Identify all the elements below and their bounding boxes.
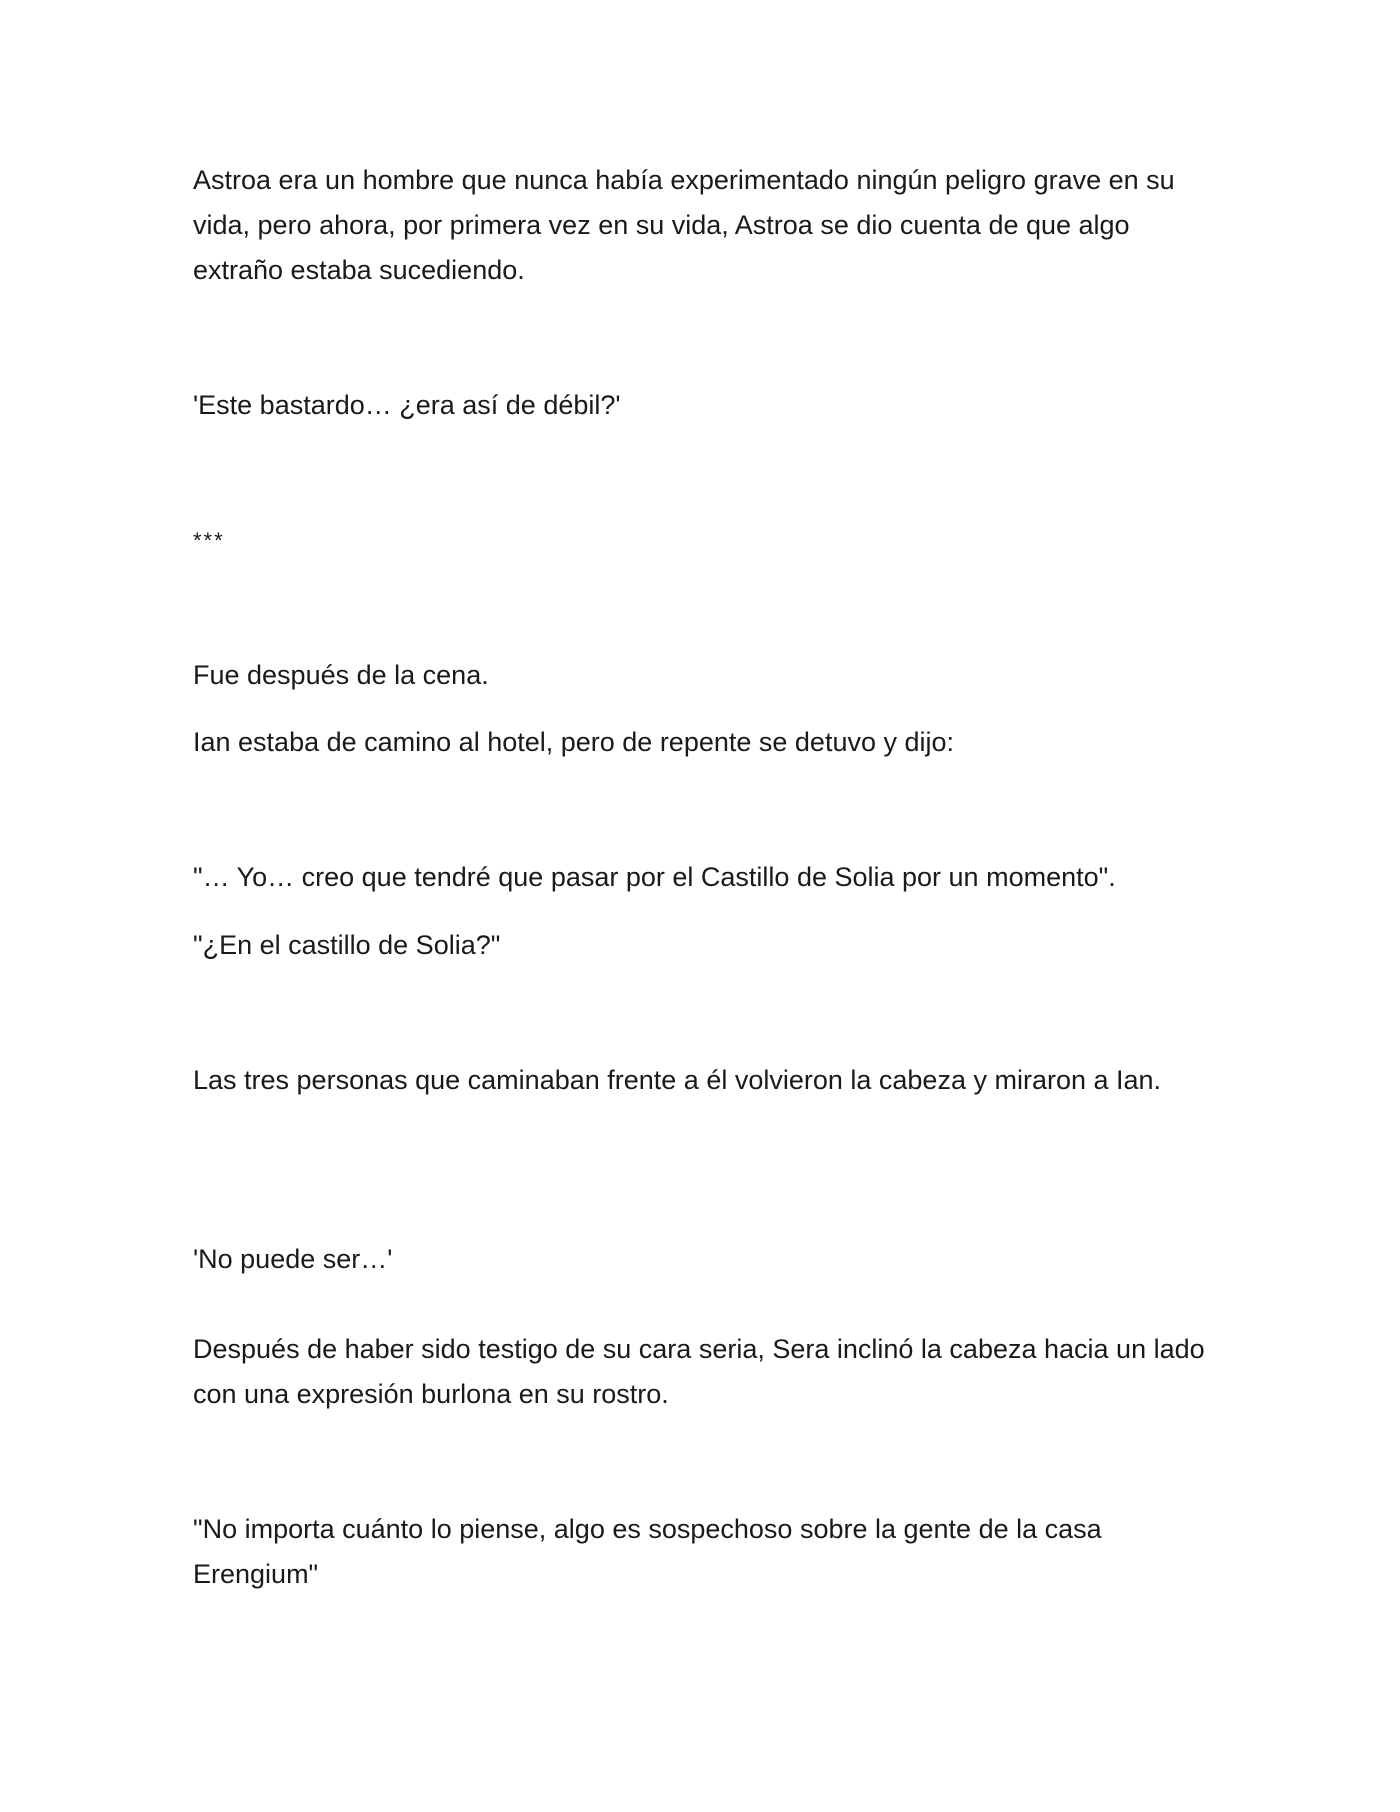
paragraph-astroa-danger: Astroa era un hombre que nunca había experimentado ningún peligro grave en su vida, pero ahora, por primera vez en su vida, Astroa se dio cuenta de que algo extraño estaba sucediendo.	[193, 165, 1175, 285]
paragraph-ian-hotel: Ian estaba de camino al hotel, pero de repente se detuvo y dijo:	[193, 727, 955, 757]
paragraph-dialogue-castle: "… Yo… creo que tendré que pasar por el Castillo de Solia por un momento".	[193, 862, 1116, 892]
paragraph-erengium-suspicious: "No importa cuánto lo piense, algo es sospechoso sobre la gente de la casa Erengium"	[193, 1514, 1102, 1589]
paragraph-dialogue-question: "¿En el castillo de Solia?"	[193, 930, 501, 960]
paragraph-after-dinner: Fue después de la cena.	[193, 660, 489, 690]
paragraph-sera-mocking: Después de haber sido testigo de su cara seria, Sera inclinó la cabeza hacia un lado con una expresión burlona en su rostro.	[193, 1334, 1205, 1409]
scene-break: ***	[193, 528, 225, 553]
paragraph-thought-weak: 'Este bastardo… ¿era así de débil?'	[193, 390, 621, 420]
paragraph-three-people: Las tres personas que caminaban frente a él volvieron la cabeza y miraron a Ian.	[193, 1065, 1162, 1095]
paragraph-thought-cannot-be: 'No puede ser…'	[193, 1244, 393, 1274]
